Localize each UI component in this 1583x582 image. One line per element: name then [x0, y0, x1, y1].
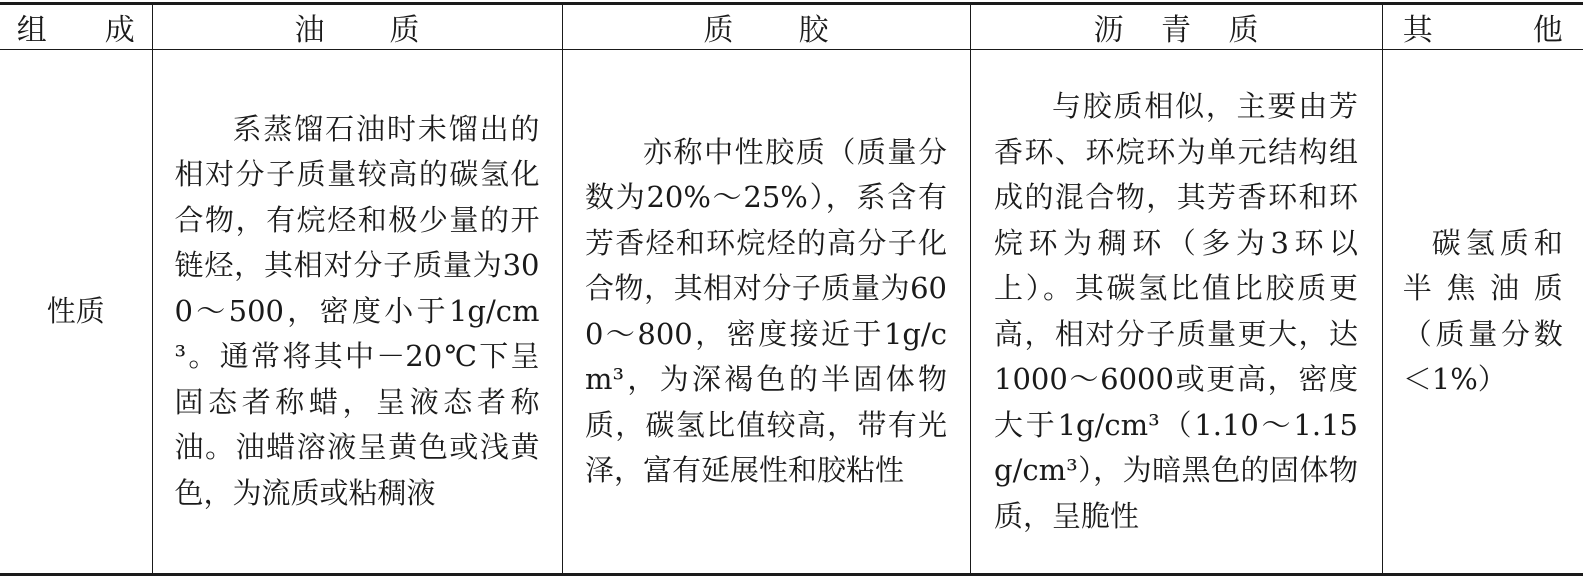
header-row: [0, 4, 1583, 50]
header-cell-asphaltene: [970, 4, 1382, 50]
asphaltene-cell: [970, 50, 1382, 575]
resin-description: 亦称中性胶质（质量分数为20%～25%），系含有芳香烃和环烷烃的高分子化合物，其相对分子质量为600～800，密度接近于1g/cm³，为深褐色的半固体物质，碳氢比值较高，带有光泽，富有延展性和胶粘性: [585, 134, 947, 487]
header-composition: 组 成: [16, 13, 135, 48]
header-resin: 质 胶: [703, 13, 829, 48]
row-label: 性质: [46, 293, 105, 328]
asphaltene-description: 与胶质相似，主要由芳香环、环烷环为单元结构组成的混合物，其芳香环和环烷环为稠环（多为3环以上）。其碳氢比值比胶质更高，相对分子质量更大，达1000～6000或更高，密度大于1g/cm³（1.10～1.15g/cm³），为暗黑色的固体物质，呈脆性: [994, 89, 1358, 533]
header-cell-oil: [152, 4, 562, 50]
header-cell-other: [1382, 4, 1583, 50]
oil-description: 系蒸馏石油时未馏出的相对分子质量较高的碳氢化合物，有烷烃和极少量的开链烃，其相对分子质量为300～500，密度小于1g/cm³。通常将其中－20℃下呈固态者称蜡，呈液态者称油。油蜡溶液呈黄色或浅黄色，为流质或粘稠液: [174, 111, 540, 510]
row-label-cell: [0, 50, 152, 575]
resin-cell: [562, 50, 970, 575]
header-oil: 油 质: [294, 13, 420, 48]
oil-cell: [152, 50, 562, 575]
other-cell: [1382, 50, 1583, 575]
header-asphaltene: 沥 青 质: [1093, 13, 1259, 48]
header-other: 其 他: [1402, 13, 1563, 48]
other-description: 碳氢质和半焦油质（质量分数＜1%）: [1402, 225, 1563, 396]
header-cell-composition: [0, 4, 152, 50]
header-cell-resin: [562, 4, 970, 50]
table-row: [0, 50, 1583, 575]
composition-table: [0, 2, 1583, 576]
table-body: [0, 50, 1583, 575]
table-header: [0, 4, 1583, 50]
